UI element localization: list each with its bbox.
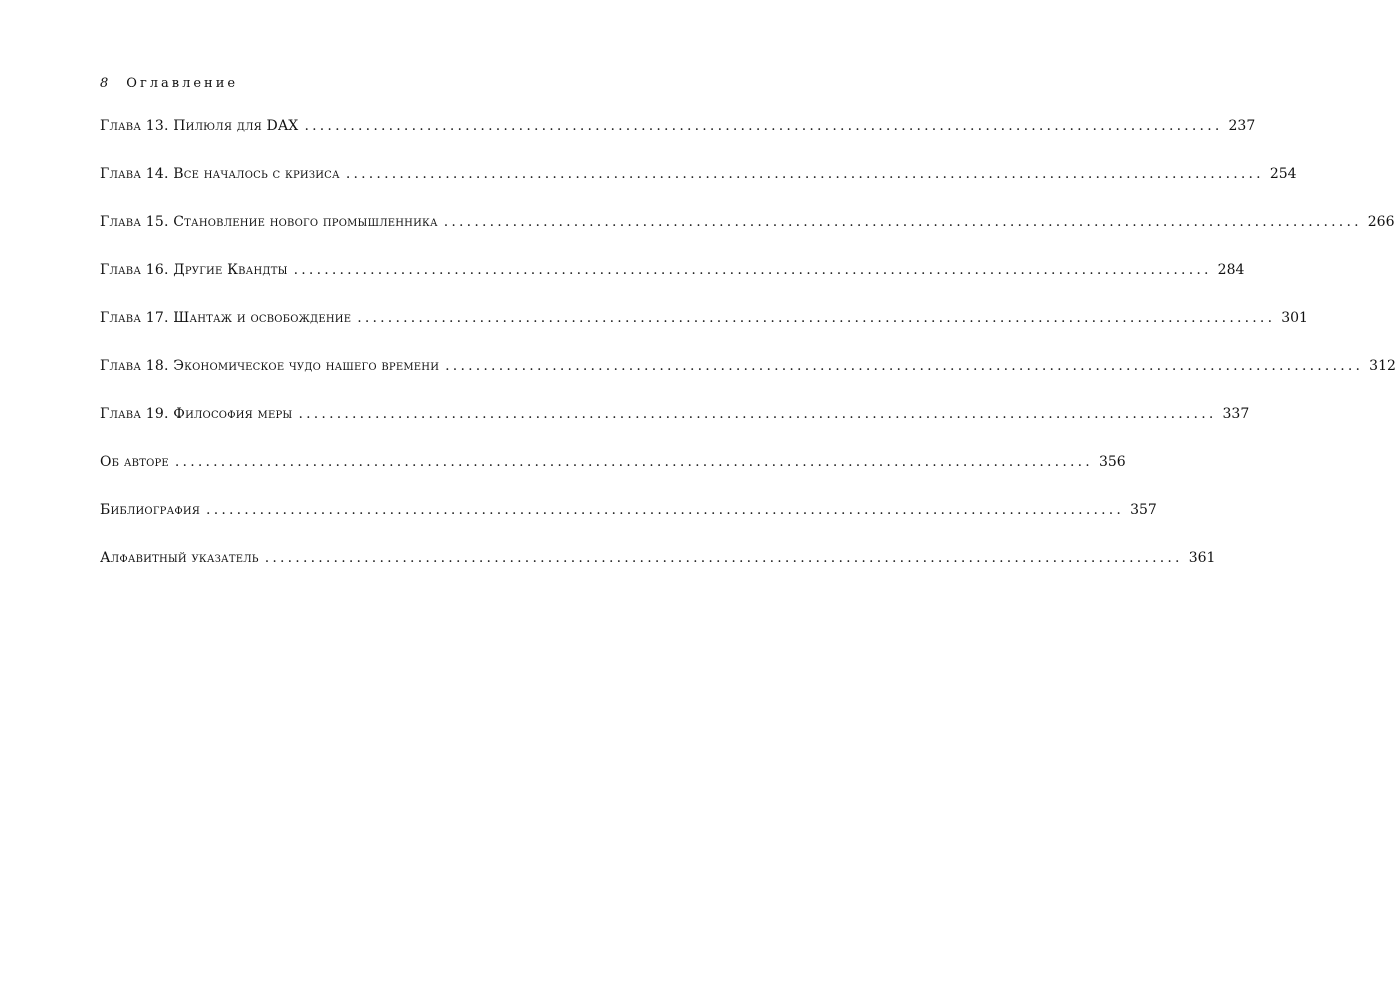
toc-entry-label: Глава 15. Становление нового промышленника	[100, 214, 438, 230]
dot-leader: ........................................................................................................................	[443, 214, 1362, 230]
table-of-contents	[100, 118, 1396, 598]
dot-leader: ........................................................................................................................	[345, 166, 1264, 182]
dot-leader: ........................................................................................................................	[304, 118, 1223, 134]
dot-leader: ........................................................................................................................	[174, 454, 1093, 470]
toc-entry-label: Глава 19. Философия меры	[100, 406, 293, 422]
toc-entry-label: Глава 14. Все началось с кризиса	[100, 166, 340, 182]
toc-entry-label: Глава 16. Другие Квандты	[100, 262, 288, 278]
toc-entry-page: 361	[1188, 550, 1216, 566]
toc-entry-label: Об авторе	[100, 454, 169, 470]
dot-leader: ........................................................................................................................	[206, 502, 1125, 518]
toc-entry-page: 312	[1369, 358, 1396, 374]
dot-leader: ........................................................................................................................	[357, 310, 1276, 326]
toc-entry-label: Глава 18. Экономическое чудо нашего времени	[100, 358, 440, 374]
toc-entry	[100, 454, 1126, 502]
toc-entry-label: Библиография	[100, 502, 201, 518]
toc-entry	[100, 310, 1308, 358]
toc-entry-page: 357	[1130, 502, 1157, 518]
toc-entry	[100, 262, 1245, 310]
running-head	[100, 76, 238, 91]
toc-entry	[100, 166, 1297, 214]
toc-entry-page: 301	[1281, 310, 1308, 326]
dot-leader: ........................................................................................................................	[293, 262, 1212, 278]
toc-entry-label: Алфавитный указатель	[100, 550, 259, 566]
toc-entry	[100, 118, 1256, 166]
toc-entry	[100, 406, 1250, 454]
toc-entry-page: 266	[1367, 214, 1395, 230]
toc-entry-page: 284	[1217, 262, 1245, 278]
dot-leader: ........................................................................................................................	[298, 406, 1217, 422]
page-number: 8	[100, 76, 109, 91]
toc-entry	[100, 358, 1396, 406]
dot-leader: ........................................................................................................................	[264, 550, 1183, 566]
toc-entry-label: Глава 17. Шантаж и освобождение	[100, 310, 352, 326]
toc-entry-page: 337	[1222, 406, 1250, 422]
running-head-title: Оглавление	[126, 76, 239, 91]
toc-entry	[100, 502, 1157, 550]
toc-entry-label: Глава 13. Пилюля для DAX	[100, 118, 299, 134]
toc-entry	[100, 550, 1216, 598]
toc-entry-page: 356	[1098, 454, 1126, 470]
toc-entry	[100, 214, 1395, 262]
dot-leader: ........................................................................................................................	[445, 358, 1364, 374]
toc-entry-page: 254	[1269, 166, 1297, 182]
toc-entry-page: 237	[1228, 118, 1256, 134]
